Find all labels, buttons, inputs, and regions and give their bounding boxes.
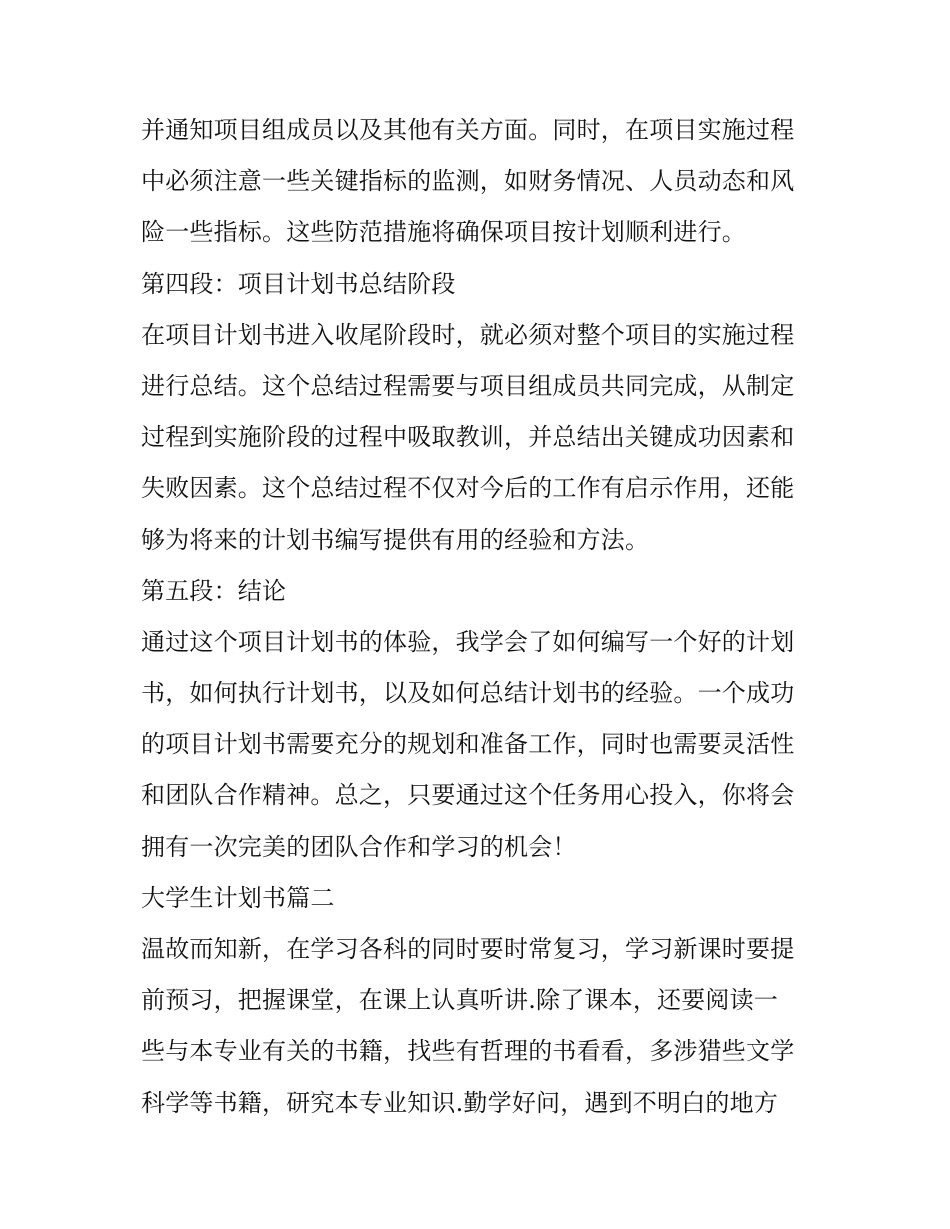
- text-line: 温故而知新，在学习各科的同时要时常复习，学习新课时要提: [141, 935, 795, 963]
- section-heading: 大学生计划书篇二: [141, 883, 335, 912]
- text-line: 进行总结。这个总结过程需要与项目组成员共同完成，从制定: [141, 371, 795, 400]
- document-body: [141, 105, 813, 1129]
- text-line: 的项目计划书需要充分的规划和准备工作，同时也需要灵活性: [141, 730, 795, 759]
- text-line: 在项目计划书进入收尾阶段时，就必须对整个项目的实施过程: [141, 320, 795, 349]
- text-line: 书，如何执行计划书，以及如何总结计划书的经验。一个成功: [141, 679, 795, 708]
- text-line: 通过这个项目计划书的体验，我学会了如何编写一个好的计划: [141, 627, 795, 656]
- text-line: 够为将来的计划书编写提供有用的经验和方法。: [141, 525, 650, 554]
- section-heading: 第五段：结论: [141, 576, 287, 605]
- section-heading: 第四段：项目计划书总结阶段: [141, 269, 456, 298]
- text-line: 中必须注意一些关键指标的监测，如财务情况、人员动态和风: [141, 167, 795, 196]
- text-line: 失败因素。这个总结过程不仅对今后的工作有启示作用，还能: [141, 474, 795, 503]
- text-line: 拥有一次完美的团队合作和学习的机会！: [141, 832, 577, 861]
- text-line: 科学等书籍，研究本专业知识.勤学好问，遇到不明白的地方: [141, 1088, 779, 1117]
- text-line: 过程到实施阶段的过程中吸取教训，并总结出关键成功因素和: [141, 423, 795, 452]
- text-line: 险一些指标。这些防范措施将确保项目按计划顺利进行。: [141, 218, 746, 247]
- text-line: 些与本专业有关的书籍，找些有哲理的书看看，多涉猎些文学: [141, 1037, 795, 1066]
- text-line: 和团队合作精神。总之，只要通过这个任务用心投入，你将会: [141, 781, 795, 810]
- text-line: 并通知项目组成员以及其他有关方面。同时，在项目实施过程: [141, 116, 795, 144]
- text-line: 前预习，把握课堂，在课上认真听讲.除了课本，还要阅读一: [141, 986, 779, 1015]
